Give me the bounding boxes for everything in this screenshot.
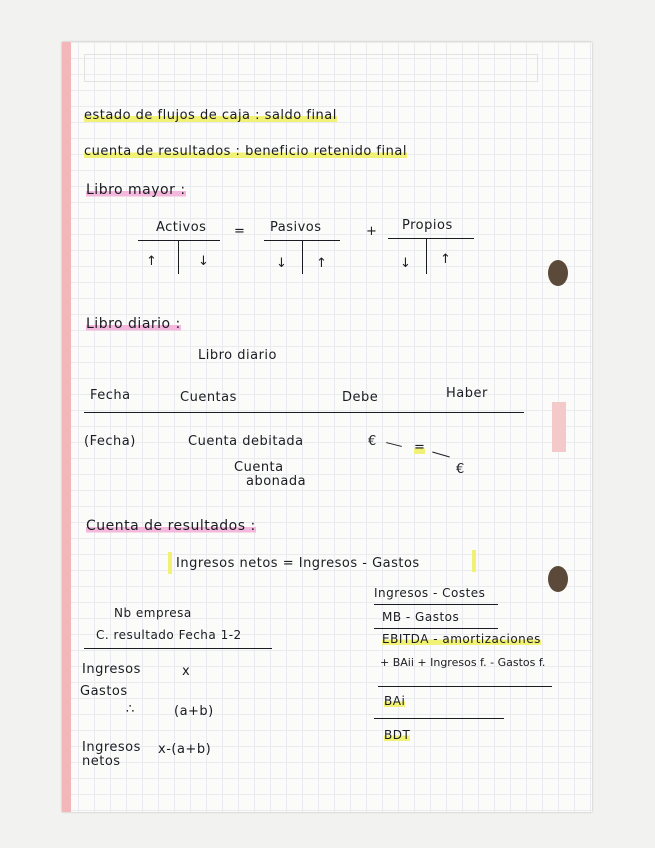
activos-label: Activos — [156, 220, 207, 235]
header-fecha: Fecha — [90, 388, 131, 403]
diario-title: Libro diario — [198, 348, 277, 363]
pasivos-t-stem — [302, 240, 303, 274]
arrow-icon: ↑ — [440, 252, 452, 267]
arrow-icon: ↑ — [146, 254, 158, 269]
therefore-icon: ∴ — [126, 702, 135, 717]
cuenta-abonada-line1: Cuenta — [234, 460, 284, 475]
arrow-icon: ↓ — [198, 254, 210, 269]
margin-strip — [62, 42, 71, 812]
arrow-icon: ↑ — [316, 256, 328, 271]
ingresos-label: Ingresos — [82, 662, 141, 677]
right-line-1: Ingresos - Costes — [374, 586, 486, 600]
cuenta-abonada-line2: abonada — [246, 474, 307, 489]
cuenta-debitada: Cuenta debitada — [188, 434, 304, 449]
arrow-icon: ↓ — [276, 256, 288, 271]
binder-hole — [548, 260, 568, 286]
gastos-label: Gastos — [80, 684, 128, 699]
formula: Ingresos netos = Ingresos - Gastos — [176, 556, 420, 571]
propios-t-line — [388, 238, 474, 239]
right-rule — [374, 718, 504, 719]
right-line-2: MB - Gastos — [382, 610, 460, 624]
libro-mayor-heading: Libro mayor : — [86, 182, 186, 198]
netos-label-line2: netos — [82, 754, 121, 769]
ingresos-value: x — [182, 664, 191, 679]
activos-t-line — [138, 240, 220, 241]
propios-label: Propios — [402, 218, 453, 233]
right-line-5: BAi — [384, 694, 406, 708]
right-line-3: EBITDA - amortizaciones — [382, 632, 541, 646]
cuenta-resultados-heading: Cuenta de resultados : — [86, 518, 256, 534]
right-line-6: BDT — [384, 728, 411, 742]
plus-sign: + — [366, 224, 378, 239]
entry-fecha: (Fecha) — [84, 434, 136, 449]
diario-header-rule — [84, 412, 524, 413]
notebook-page — [62, 42, 592, 812]
page-tab — [552, 402, 566, 452]
right-line-4: + BAii + Ingresos f. - Gastos f. — [380, 656, 546, 669]
netos-label-line1: Ingresos — [82, 740, 141, 755]
connector-line — [432, 452, 450, 458]
header-box — [84, 54, 538, 82]
resultados-line: cuenta de resultados : beneficio retenido final — [84, 144, 407, 159]
pasivos-label: Pasivos — [270, 220, 322, 235]
connector-equals: = — [414, 440, 426, 455]
libro-diario-heading: Libro diario : — [86, 316, 181, 332]
right-rule — [374, 628, 498, 629]
euro-haber: € — [456, 462, 465, 477]
bracket-right — [472, 550, 476, 572]
gastos-value: (a+b) — [174, 704, 214, 719]
right-rule — [374, 604, 498, 605]
netos-value: x-(a+b) — [158, 742, 212, 757]
equals-sign: = — [234, 224, 246, 239]
right-rule — [378, 686, 552, 687]
left-rule — [84, 648, 272, 649]
binder-hole — [548, 566, 568, 592]
flujos-line: estado de flujos de caja : saldo final — [84, 108, 337, 123]
header-haber: Haber — [446, 386, 488, 401]
connector-line — [386, 442, 402, 447]
activos-t-stem — [178, 240, 179, 274]
bracket-left — [168, 552, 172, 574]
fecha-label: C. resultado Fecha 1-2 — [96, 628, 242, 642]
empresa-label: Nb empresa — [114, 606, 192, 620]
header-cuentas: Cuentas — [180, 390, 237, 405]
header-debe: Debe — [342, 390, 379, 405]
arrow-icon: ↓ — [400, 256, 412, 271]
propios-t-stem — [426, 238, 427, 274]
euro-debe: € — [368, 434, 377, 449]
